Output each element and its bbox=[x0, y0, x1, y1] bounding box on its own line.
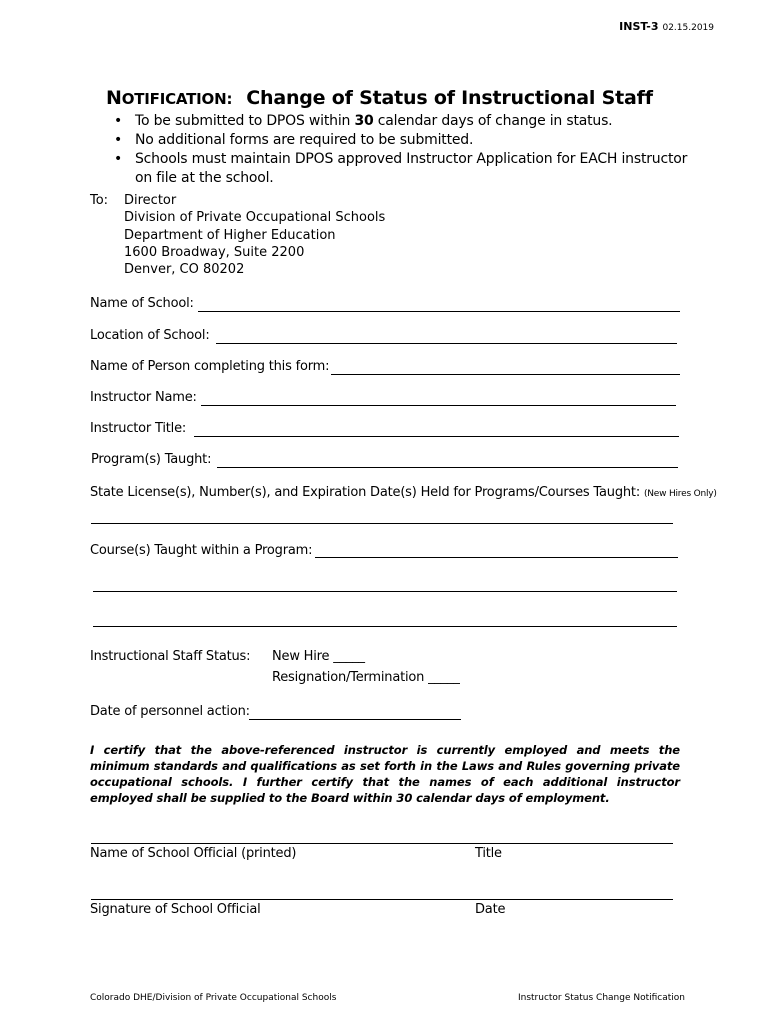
form-code bbox=[619, 20, 714, 33]
instruction-text: calendar days of change in status. bbox=[373, 113, 613, 129]
courses-taught-line-3[interactable] bbox=[93, 626, 677, 627]
address-line: 1600 Broadway, Suite 2200 bbox=[124, 245, 305, 260]
resignation-option[interactable]: Resignation/Termination _____ bbox=[272, 670, 460, 685]
instruction-list bbox=[112, 112, 695, 188]
instructor-title-label: Instructor Title: bbox=[90, 421, 187, 436]
title-label: Title bbox=[475, 846, 502, 861]
state-license-note: (New Hires Only) bbox=[643, 489, 717, 499]
instruction-item bbox=[112, 150, 695, 188]
to-label: To: bbox=[90, 193, 109, 208]
instruction-item bbox=[112, 131, 695, 150]
title-subtitle: Change of Status of Instructional Staff bbox=[246, 87, 653, 109]
programs-taught-line[interactable] bbox=[217, 467, 678, 468]
school-location-line[interactable] bbox=[216, 343, 677, 344]
programs-taught-label: Program(s) Taught: bbox=[91, 452, 212, 467]
personnel-action-line[interactable] bbox=[249, 719, 461, 720]
address-line: Department of Higher Education bbox=[124, 228, 336, 243]
courses-taught-line-2[interactable] bbox=[93, 591, 677, 592]
title-notification-initial: N bbox=[106, 87, 122, 109]
person-completing-line[interactable] bbox=[331, 374, 680, 375]
footer-right: Instructor Status Change Notification bbox=[517, 993, 685, 1003]
staff-status-label: Instructional Staff Status: bbox=[90, 649, 251, 664]
personnel-action-label: Date of personnel action: bbox=[90, 704, 250, 719]
signature-line[interactable] bbox=[91, 899, 673, 900]
school-name-label: Name of School: bbox=[90, 296, 194, 311]
courses-taught-label: Course(s) Taught within a Program: bbox=[90, 543, 313, 558]
state-license-line[interactable] bbox=[91, 523, 673, 524]
form-code-label: INST-3 bbox=[619, 20, 659, 33]
instruction-text: To be submitted to DPOS within bbox=[135, 113, 355, 129]
school-location-label: Location of School: bbox=[90, 328, 210, 343]
instruction-item bbox=[112, 112, 695, 131]
address-line: Director bbox=[124, 193, 177, 208]
title-notification bbox=[106, 87, 232, 109]
instruction-emphasis: 30 bbox=[354, 113, 374, 129]
courses-taught-line[interactable] bbox=[315, 557, 678, 558]
address-line: Denver, CO 80202 bbox=[124, 262, 245, 277]
certification-statement: I certify that the above-referenced instructor is currently employed and meets the minimum standards and qualifications as set forth in the Laws and Rules governing private occupational schools. I further certify that the names of each additional instructor employed shall be supplied to the Board within 30 calendar days of employment. bbox=[90, 743, 680, 805]
state-license-label bbox=[90, 485, 717, 500]
instruction-text: No additional forms are required to be submitted. bbox=[135, 132, 474, 148]
signature-label: Signature of School Official bbox=[90, 902, 261, 917]
school-name-line[interactable] bbox=[198, 311, 680, 312]
official-name-label: Name of School Official (printed) bbox=[90, 846, 297, 861]
date-label: Date bbox=[475, 902, 506, 917]
official-name-line[interactable] bbox=[91, 843, 673, 844]
form-date: 02.15.2019 bbox=[662, 23, 714, 33]
state-license-text: State License(s), Number(s), and Expiration Date(s) Held for Programs/Courses Taught: bbox=[90, 485, 640, 500]
page-title bbox=[106, 87, 653, 109]
title-notification-rest: OTIFICATION: bbox=[121, 90, 233, 108]
instructor-title-line[interactable] bbox=[194, 436, 679, 437]
person-completing-label: Name of Person completing this form: bbox=[90, 359, 330, 374]
address-line: Division of Private Occupational Schools bbox=[124, 210, 386, 225]
footer-left: Colorado DHE/Division of Private Occupational Schools bbox=[90, 993, 337, 1003]
instructor-name-label: Instructor Name: bbox=[90, 390, 197, 405]
instruction-text: Schools must maintain DPOS approved Instructor Application for EACH instructor on file at the school. bbox=[135, 151, 688, 186]
new-hire-option[interactable]: New Hire _____ bbox=[272, 649, 365, 664]
instructor-name-line[interactable] bbox=[201, 405, 676, 406]
